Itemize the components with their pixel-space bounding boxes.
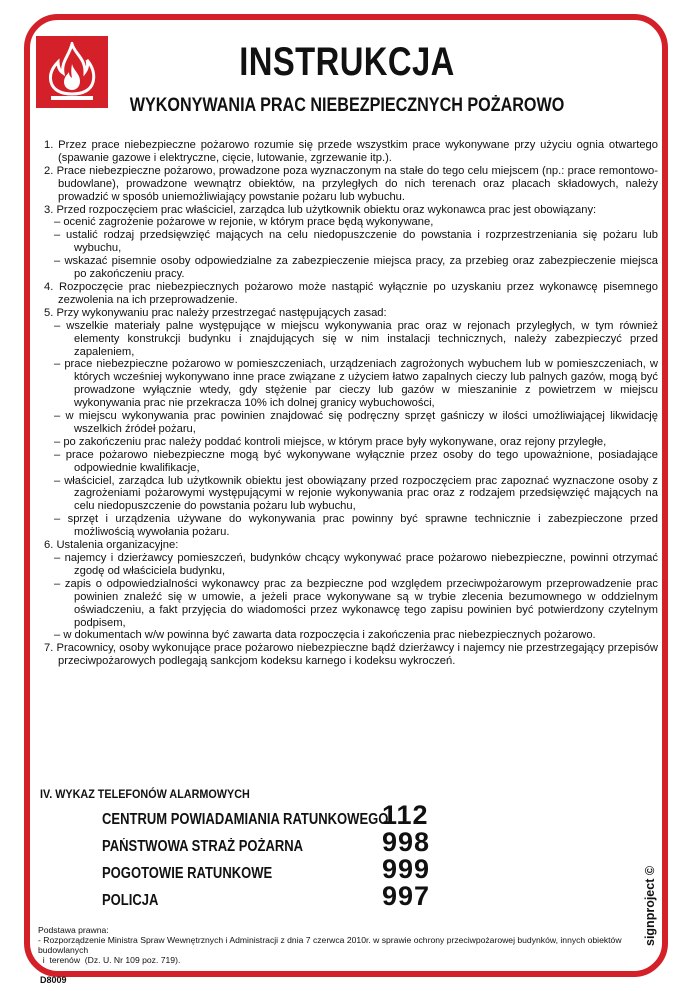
phone-row [102, 881, 462, 911]
legal-basis [38, 925, 658, 965]
instruction-list [40, 139, 658, 668]
phone-number: 998 [382, 827, 431, 857]
list-item: 2. Prace niebezpieczne pożarowo, prowadzone poza wyznaczonym na stałe do tego celu miejscem (np.: prace remontowo-budowlane), prowadzone wewnątrz obiektów, na przyległych do nich terenach oraz placach składowych, należy prowadzić w sposób uniemożliwiający powstanie pożaru lub wybuchu. [44, 164, 658, 203]
list-subitem: – wszelkie materiały palne występujące w miejscu wykonywania prac oraz w rejonach przyległych, w tym również elementy konstrukcji budynku i znajdujących się w nim instalacji technicznych, należy zabezpieczyć przed zapaleniem, [54, 319, 658, 358]
list-item: 6. Ustalenia organizacyjne: [44, 539, 179, 552]
legal-basis-text-cont: i terenów (Dz. U. Nr 109 poz. 719). [38, 955, 181, 965]
list-item: 1. Przez prace niebezpieczne pożarowo rozumie się przede wszystkim prace wykonywane przy użyciu ognia otwartego (spawanie gazowe i elektryczne, cięcie, lutowanie, zgrzewanie itp.). [44, 139, 658, 164]
list-item: 7. Pracownicy, osoby wykonujące prace pożarowo niebezpieczne bądź dzierżawcy i najemcy nie przestrzegający przepisów przeciwpożarowych podlegają sankcjom kodeksu karnego i kodeksu wykroczeń. [44, 642, 658, 668]
sign-title: INSTRUKCJA [239, 40, 455, 84]
phones-heading: IV. WYKAZ TELEFONÓW ALARMOWYCH [40, 787, 250, 801]
list-item: 3. Przed rozpoczęciem prac właściciel, zarządca lub użytkownik obiektu oraz wykonawca prac jest obowiązany: [44, 203, 597, 216]
phone-row [102, 800, 462, 830]
phone-name: PAŃSTWOWA STRAŻ POŻARNA [102, 838, 304, 855]
list-subitem: – ustalić rodzaj przedsięwzięć mających na celu niedopuszczenie do powstania i rozprzestrzeniania się pożaru lub wybuchu, [54, 229, 658, 255]
list-subitem: – ocenić zagrożenie pożarowe w rejonie, w którym prace będą wykonywane, [54, 216, 434, 229]
phone-list [102, 800, 462, 911]
phone-name: CENTRUM POWIADAMIANIA RATUNKOWEGO [102, 811, 389, 828]
phone-name: POLICJA [102, 892, 159, 909]
list-subitem: – najemcy i dzierżawcy pomieszczeń, budynków chcący wykonywać prace pożarowo niebezpieczne, powinni otrzymać zgodę od właściciela budynku, [54, 552, 658, 577]
phone-row [102, 827, 462, 857]
product-code: D8009 [40, 975, 67, 985]
legal-basis-text: - Rozporządzenie Ministra Spraw Wewnętrznych i Administracji z dnia 7 czerwca 2010r. w sprawie ochrony przeciwpożarowej budynków, innych obiektów budowlanych [38, 935, 622, 955]
legal-basis-label: Podstawa prawna: [38, 925, 109, 935]
phone-number: 999 [382, 854, 431, 884]
list-subitem: – prace pożarowo niebezpieczne mogą być wykonywane wyłącznie przez osoby do tego upoważnione, posiadające odpowiednie kwalifikacje, [54, 448, 658, 474]
list-subitem: – po zakończeniu prac należy poddać kontroli miejsce, w którym prace były wykonywane, oraz rejony przyległe, [54, 435, 607, 448]
list-subitem: – w dokumentach w/w powinna być zawarta data rozpoczęcia i zakończenia prac niebezpiecznych pożarowo. [54, 629, 596, 642]
list-subitem: – prace niebezpieczne pożarowo w pomieszczeniach, urządzeniach zagrożonych wybuchem lub w pomieszczeniach, w których wcześniej wykonywano inne prace związane z użyciem łatwo zapalnych cieczy lub palnych gazów, mogą być prowadzone wyłącznie wtedy, gdy stężenie par cieczy lub gazów w mieszaninie z powietrzem w miejscu wykonywania prac nie przekracza 10% ich dolnej granicy wybuchowości, [54, 358, 658, 410]
phone-number: 112 [382, 800, 429, 830]
list-subitem: – zapis o odpowiedzialności wykonawcy prac za bezpieczne pod względem przeciwpożarowym przeprowadzenie prac powinien znaleźć się w umowie, a jeżeli prace wykonywane są w trybie zlecenia bezumownego w oddzielnym oświadczeniu, a fakt przyjęcia do wiadomości przez wykonawcę tego zapisu powinien być potwierdzony czytelnym podpisem, [54, 577, 658, 629]
phone-number: 997 [382, 881, 431, 911]
list-subitem: – wskazać pisemnie osoby odpowiedzialne za zabezpieczenie miejsca pracy, za przebieg oraz zabezpieczenie miejsca po zakończeniu pracy. [54, 255, 658, 281]
phone-row [102, 854, 462, 884]
phone-name: POGOTOWIE RATUNKOWE [102, 865, 273, 882]
brand-label: signproject © [643, 865, 657, 946]
sign-subtitle: WYKONYWANIA PRAC NIEBEZPIECZNYCH POŻAROWO [129, 95, 565, 116]
list-subitem: – sprzęt i urządzenia używane do wykonywania prac powinny być sprawne technicznie i zabezpieczone przed możliwością wywołania pożaru. [54, 513, 658, 539]
list-subitem: – właściciel, zarządca lub użytkownik obiektu jest obowiązany przed rozpoczęciem prac zapoznać wyznaczone osoby z zagrożeniami pożarowymi występującymi w rejonie wykonywania prac oraz z rodzajem przedsięwzięć mających na celu niedopuszczenie do powstania pożaru lub wybuchu, [54, 474, 658, 513]
list-item: 4. Rozpoczęcie prac niebezpiecznych pożarowo może nastąpić wyłącznie po uzyskaniu przez wykonawcę pisemnego zezwolenia na ich przeprowadzenie. [44, 280, 658, 306]
list-subitem: – w miejscu wykonywania prac powinien znajdować się podręczny sprzęt gaśniczy w ilości umożliwiającej likwidację wszelkich źródeł pożaru, [54, 410, 658, 435]
list-item: 5. Przy wykonywaniu prac należy przestrzegać następujących zasad: [44, 306, 387, 319]
